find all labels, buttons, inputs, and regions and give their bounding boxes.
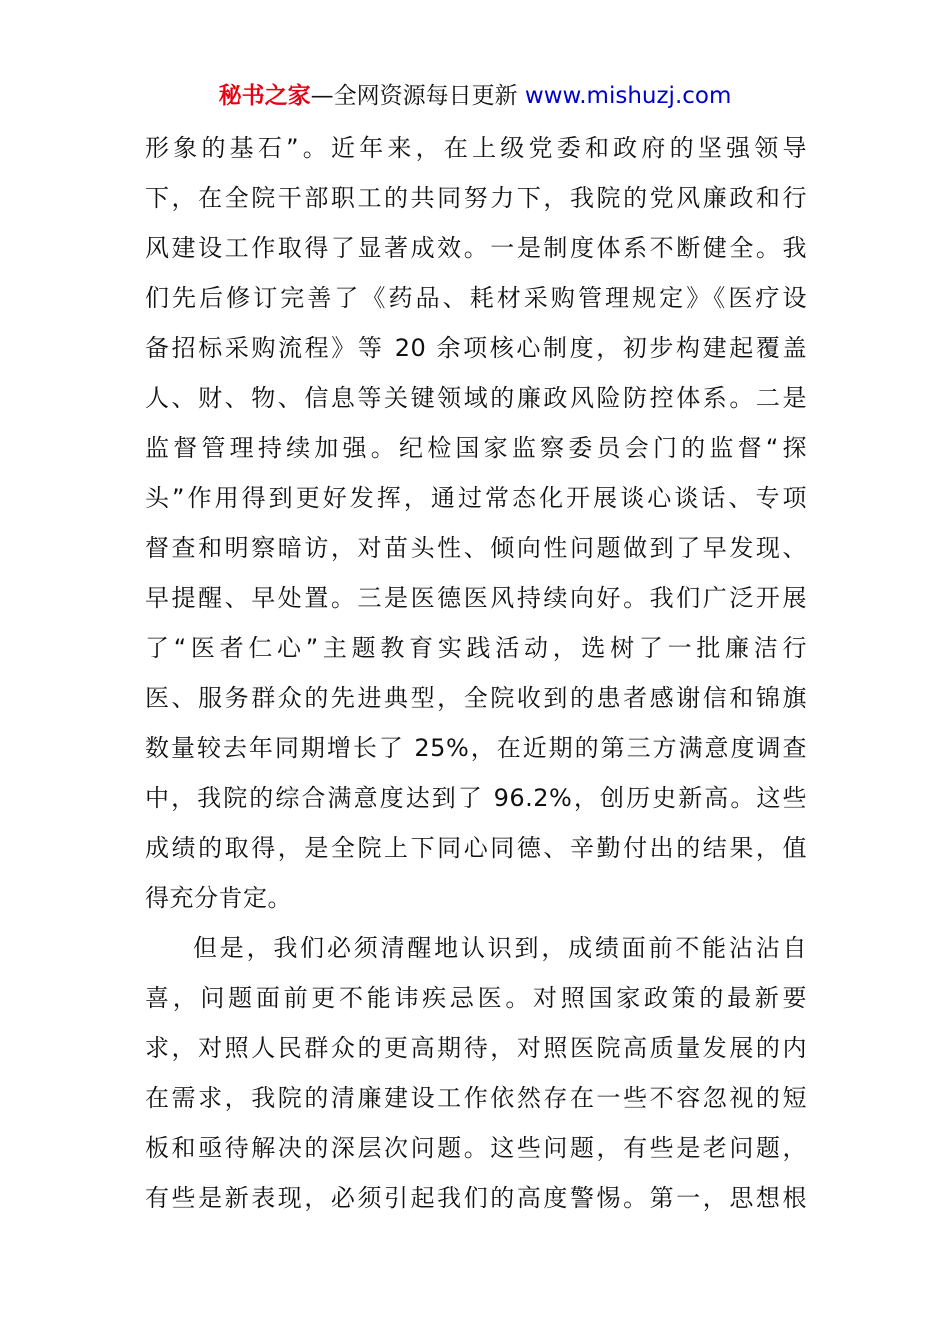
text-line: 督查和明察暗访，对苗头性、倾向性问题做到了早发现、	[145, 534, 807, 562]
text-line: 得充分肯定。	[145, 884, 292, 912]
watermark-header	[0, 79, 950, 113]
text-line: 板和亟待解决的深层次问题。这些问题，有些是老问题，	[145, 1134, 807, 1162]
text-line: 成绩的取得，是全院上下同心同德、辛勤付出的结果，值	[145, 834, 807, 862]
text-line: 早提醒、早处置。三是医德医风持续向好。我们广泛开展	[145, 584, 807, 612]
site-url-link[interactable]: www.mishuzj.com	[524, 83, 732, 109]
header-slogan: —全网资源每日更新	[310, 83, 518, 109]
text-line: 医、服务群众的先进典型，全院收到的患者感谢信和锦旗	[145, 684, 807, 712]
text-line: 下，在全院干部职工的共同努力下，我院的党风廉政和行	[145, 184, 807, 212]
text-line: 了“医者仁心”主题教育实践活动，选树了一批廉洁行	[145, 634, 807, 662]
text-line: 中，我院的综合满意度达到了 96.2%，创历史新高。这些	[145, 784, 807, 812]
text-line: 备招标采购流程》等 20 余项核心制度，初步构建起覆盖	[145, 334, 807, 362]
text-line: 监督管理持续加强。纪检国家监察委员会门的监督“探	[145, 434, 807, 462]
text-line: 头”作用得到更好发挥，通过常态化开展谈心谈话、专项	[145, 484, 807, 512]
text-line: 但是，我们必须清醒地认识到，成绩面前不能沾沾自	[193, 934, 807, 962]
text-line: 有些是新表现，必须引起我们的高度警惕。第一，思想根	[145, 1184, 807, 1212]
text-line: 在需求，我院的清廉建设工作依然存在一些不容忽视的短	[145, 1084, 807, 1112]
text-line: 人、财、物、信息等关键领域的廉政风险防控体系。二是	[145, 384, 807, 412]
text-line: 形象的基石”。近年来，在上级党委和政府的坚强领导	[145, 134, 807, 162]
brand-name: 秘书之家	[218, 83, 311, 109]
text-line: 们先后修订完善了《药品、耗材采购管理规定》《医疗设	[145, 284, 807, 312]
text-line: 求，对照人民群众的更高期待，对照医院高质量发展的内	[145, 1034, 807, 1062]
text-line: 喜，问题面前更不能讳疾忌医。对照国家政策的最新要	[145, 984, 807, 1012]
text-line: 风建设工作取得了显著成效。一是制度体系不断健全。我	[145, 234, 807, 262]
text-line: 数量较去年同期增长了 25%，在近期的第三方满意度调查	[145, 734, 807, 762]
